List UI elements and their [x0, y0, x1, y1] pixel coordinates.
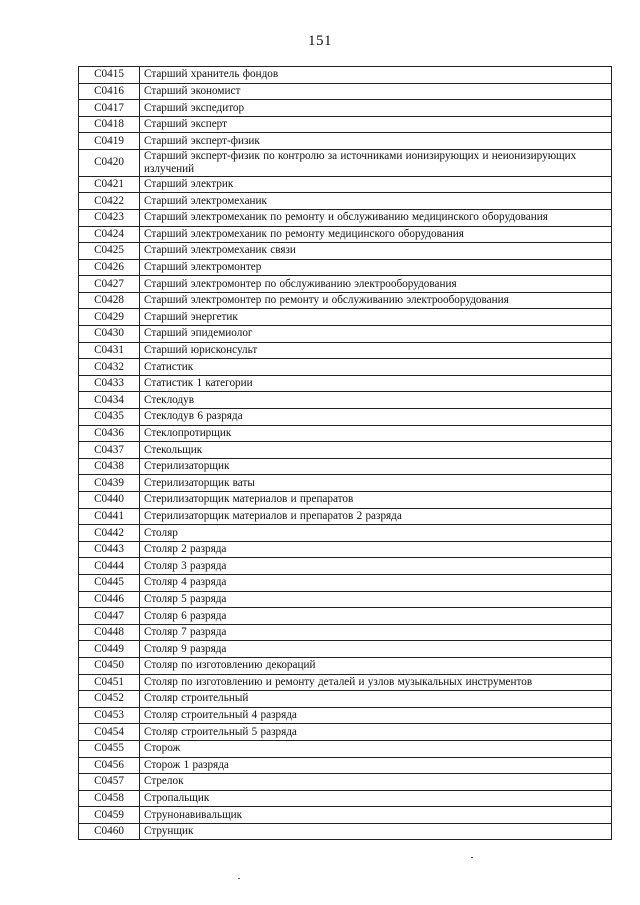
table-row [79, 442, 612, 459]
row-code: С0457 [79, 774, 140, 791]
row-code: С0435 [79, 409, 140, 426]
row-profession-name: Столяр 6 разряда [140, 608, 612, 625]
table-row [79, 375, 612, 392]
table-row [79, 624, 612, 641]
table-row [79, 608, 612, 625]
row-code: С0437 [79, 442, 140, 459]
row-profession-name: Старший экономист [140, 83, 612, 100]
row-profession-name: Стеклопротирщик [140, 425, 612, 442]
table-row [79, 259, 612, 276]
row-profession-name: Стерилизаторщик [140, 458, 612, 475]
table-row [79, 823, 612, 840]
row-code: С0458 [79, 790, 140, 807]
page-number: 151 [308, 33, 332, 49]
row-profession-name: Столяр строительный 5 разряда [140, 724, 612, 741]
table-row [79, 83, 612, 100]
row-code: С0439 [79, 475, 140, 492]
row-code: С0446 [79, 591, 140, 608]
row-code: С0449 [79, 641, 140, 658]
row-profession-name: Старший эпидемиолог [140, 326, 612, 343]
row-profession-name: Статистик 1 категории [140, 375, 612, 392]
row-profession-name: Столяр 3 разряда [140, 558, 612, 575]
row-profession-name: Сторож 1 разряда [140, 757, 612, 774]
scan-speck [471, 857, 473, 858]
row-profession-name: Старший хранитель фондов [140, 67, 612, 84]
row-profession-name: Столяр 4 разряда [140, 574, 612, 591]
row-code: С0421 [79, 176, 140, 193]
row-code: С0431 [79, 342, 140, 359]
row-code: С0443 [79, 541, 140, 558]
row-code: С0429 [79, 309, 140, 326]
table-row [79, 574, 612, 591]
row-code: С0424 [79, 226, 140, 243]
row-code: С0415 [79, 67, 140, 84]
row-code: С0427 [79, 276, 140, 293]
row-code: С0418 [79, 116, 140, 133]
table-row [79, 458, 612, 475]
row-profession-name: Стеклодув 6 разряда [140, 409, 612, 426]
row-code: С0448 [79, 624, 140, 641]
row-code: С0445 [79, 574, 140, 591]
table-row [79, 475, 612, 492]
row-profession-name: Старший электромеханик по ремонту и обслуживанию медицинского оборудования [140, 209, 612, 226]
row-profession-name: Статистик [140, 359, 612, 376]
row-code: С0453 [79, 707, 140, 724]
row-profession-name: Стрелок [140, 774, 612, 791]
table-row [79, 409, 612, 426]
row-profession-name: Стеклодув [140, 392, 612, 409]
table-row [79, 641, 612, 658]
row-code: С0430 [79, 326, 140, 343]
scan-speck [238, 878, 240, 879]
table-row [79, 116, 612, 133]
table-row [79, 176, 612, 193]
row-code: С0426 [79, 259, 140, 276]
row-code: С0440 [79, 492, 140, 509]
row-code: С0451 [79, 674, 140, 691]
row-profession-name: Старший электромеханик связи [140, 243, 612, 260]
row-profession-name: Старший электрик [140, 176, 612, 193]
row-profession-name: Старший электромонтер по обслуживанию электрооборудования [140, 276, 612, 293]
row-code: С0432 [79, 359, 140, 376]
row-profession-name: Столяр [140, 525, 612, 542]
table-row [79, 209, 612, 226]
row-profession-name: Столяр 9 разряда [140, 641, 612, 658]
row-profession-name: Старший электромеханик [140, 193, 612, 210]
row-profession-name: Старший эксперт-физик по контролю за источниками ионизирующих и неионизирующих излучений [140, 149, 612, 176]
row-profession-name: Старший эксперт-физик [140, 133, 612, 150]
table-body [79, 67, 612, 840]
row-code: С0455 [79, 740, 140, 757]
row-code: С0434 [79, 392, 140, 409]
table-row [79, 425, 612, 442]
table-row [79, 525, 612, 542]
table-row [79, 193, 612, 210]
row-profession-name: Стропальщик [140, 790, 612, 807]
row-code: С0433 [79, 375, 140, 392]
row-profession-name: Старший электромонтер [140, 259, 612, 276]
row-code: С0428 [79, 292, 140, 309]
table-row [79, 657, 612, 674]
row-profession-name: Сторож [140, 740, 612, 757]
table-row [79, 492, 612, 509]
row-profession-name: Столяр по изготовлению и ремонту деталей и узлов музыкальных инструментов [140, 674, 612, 691]
row-profession-name: Старший эксперт [140, 116, 612, 133]
row-profession-name: Струнщик [140, 823, 612, 840]
row-code: С0459 [79, 807, 140, 824]
row-code: С0444 [79, 558, 140, 575]
table-row [79, 226, 612, 243]
row-code: С0450 [79, 657, 140, 674]
row-profession-name: Столяр 7 разряда [140, 624, 612, 641]
table-row [79, 674, 612, 691]
table-row [79, 757, 612, 774]
row-profession-name: Старший экспедитор [140, 100, 612, 117]
table-row [79, 243, 612, 260]
table-row [79, 541, 612, 558]
table-row [79, 774, 612, 791]
row-profession-name: Столяр строительный 4 разряда [140, 707, 612, 724]
row-code: С0419 [79, 133, 140, 150]
table-row [79, 359, 612, 376]
row-code: С0442 [79, 525, 140, 542]
row-profession-name: Столяр по изготовлению декораций [140, 657, 612, 674]
row-profession-name: Столяр строительный [140, 691, 612, 708]
table-row [79, 67, 612, 84]
row-profession-name: Старший электромонтер по ремонту и обслуживанию электрооборудования [140, 292, 612, 309]
table-row [79, 342, 612, 359]
row-profession-name: Столяр 5 разряда [140, 591, 612, 608]
row-profession-name: Стекольщик [140, 442, 612, 459]
table-row [79, 276, 612, 293]
row-code: С0460 [79, 823, 140, 840]
table-row [79, 558, 612, 575]
row-code: С0447 [79, 608, 140, 625]
row-code: С0420 [79, 149, 140, 176]
row-profession-name: Стерилизаторщик ваты [140, 475, 612, 492]
profession-code-table [78, 66, 612, 840]
row-profession-name: Старший юрисконсульт [140, 342, 612, 359]
row-code: С0438 [79, 458, 140, 475]
table-row [79, 691, 612, 708]
table-row [79, 724, 612, 741]
table-row [79, 100, 612, 117]
row-profession-name: Струнонавивальщик [140, 807, 612, 824]
table-row [79, 149, 612, 176]
table-row [79, 392, 612, 409]
table-row [79, 591, 612, 608]
row-code: С0456 [79, 757, 140, 774]
table-row [79, 790, 612, 807]
table-row [79, 133, 612, 150]
row-code: С0417 [79, 100, 140, 117]
row-code: С0436 [79, 425, 140, 442]
table-row [79, 326, 612, 343]
table-row [79, 508, 612, 525]
table-row [79, 740, 612, 757]
row-profession-name: Столяр 2 разряда [140, 541, 612, 558]
row-code: С0452 [79, 691, 140, 708]
row-code: С0454 [79, 724, 140, 741]
table-row [79, 292, 612, 309]
row-code: С0422 [79, 193, 140, 210]
row-profession-name: Старший энергетик [140, 309, 612, 326]
table-row [79, 807, 612, 824]
table-row [79, 309, 612, 326]
row-profession-name: Стерилизаторщик материалов и препаратов [140, 492, 612, 509]
row-code: С0416 [79, 83, 140, 100]
row-code: С0441 [79, 508, 140, 525]
row-code: С0423 [79, 209, 140, 226]
row-profession-name: Стерилизаторщик материалов и препаратов 2 разряда [140, 508, 612, 525]
table-row [79, 707, 612, 724]
row-profession-name: Старший электромеханик по ремонту медицинского оборудования [140, 226, 612, 243]
row-code: С0425 [79, 243, 140, 260]
